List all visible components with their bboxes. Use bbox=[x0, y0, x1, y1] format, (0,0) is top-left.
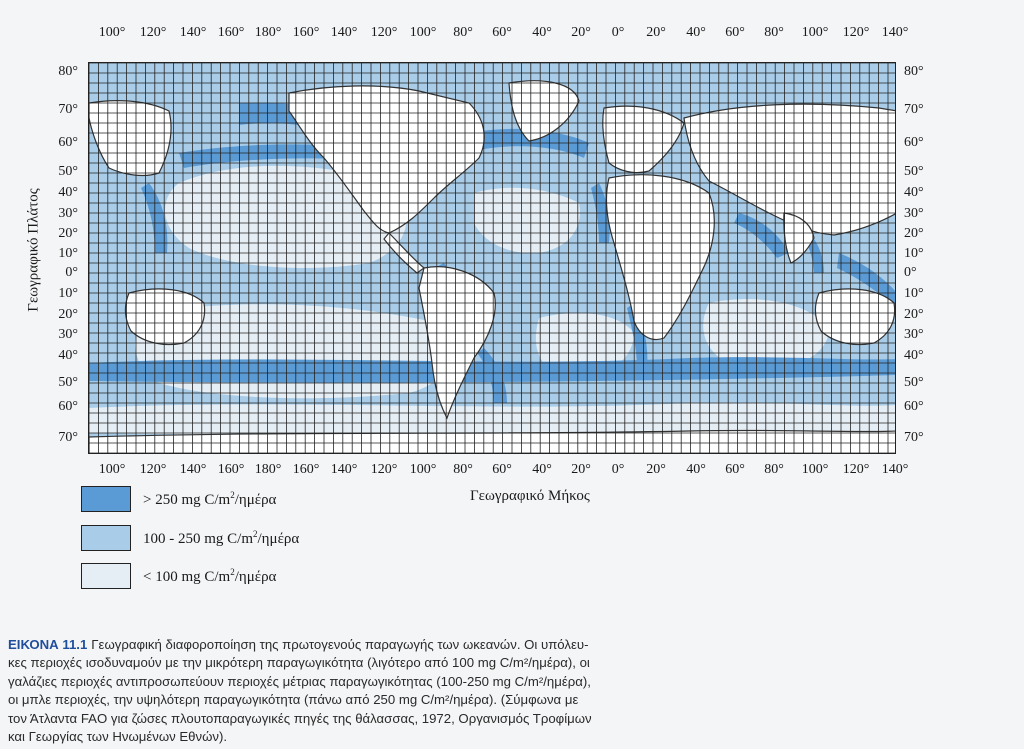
legend-swatch-high bbox=[81, 486, 131, 512]
latitude-label: 30° bbox=[904, 327, 924, 342]
longitude-label: 60° bbox=[492, 25, 512, 40]
longitude-label: 20° bbox=[571, 462, 591, 477]
legend-swatch-low bbox=[81, 563, 131, 589]
latitude-label: 50° bbox=[58, 164, 78, 179]
longitude-label: 100° bbox=[801, 25, 829, 40]
latitude-label: 20° bbox=[904, 226, 924, 241]
longitude-label: 20° bbox=[571, 25, 591, 40]
longitude-label: 100° bbox=[801, 462, 829, 477]
latitude-label: 40° bbox=[904, 185, 924, 200]
latitude-label: 40° bbox=[58, 185, 78, 200]
longitude-label: 160° bbox=[217, 25, 245, 40]
longitude-label: 80° bbox=[764, 25, 784, 40]
latitude-label: 10° bbox=[58, 286, 78, 301]
caption-line-5: τον Άτλαντα FAO για ζώσες πλουτοπαραγωγικές πηγές της θάλασσας, 1972, Οργανισμός Τροφίμων bbox=[8, 710, 592, 726]
longitude-label: 80° bbox=[764, 462, 784, 477]
latitude-label: 40° bbox=[58, 348, 78, 363]
latitude-label: 0° bbox=[904, 265, 917, 280]
longitude-label: 100° bbox=[409, 462, 437, 477]
latitude-label: 80° bbox=[58, 64, 78, 79]
latitude-label: 70° bbox=[904, 430, 924, 445]
latitude-label: 40° bbox=[904, 348, 924, 363]
longitude-label: 100° bbox=[409, 25, 437, 40]
longitude-label: 0° bbox=[611, 462, 625, 477]
longitude-label: 20° bbox=[646, 462, 666, 477]
latitude-label: 60° bbox=[58, 135, 78, 150]
longitude-label: 40° bbox=[686, 462, 706, 477]
figure-label: ΕΙΚΟΝΑ 11.1 bbox=[8, 637, 88, 652]
australia bbox=[815, 289, 894, 345]
latitude-label: 20° bbox=[904, 307, 924, 322]
latitude-label: 70° bbox=[58, 102, 78, 117]
latitude-label: 70° bbox=[58, 430, 78, 445]
longitude-label: 140° bbox=[881, 25, 909, 40]
longitude-label: 120° bbox=[370, 462, 398, 477]
figure-caption bbox=[8, 636, 758, 746]
latitude-label: 70° bbox=[904, 102, 924, 117]
latitude-label: 20° bbox=[58, 226, 78, 241]
longitude-label: 80° bbox=[453, 25, 473, 40]
legend-label-low: < 100 mg $C/m^2$/ημέρα bbox=[143, 567, 277, 585]
latitude-label: 30° bbox=[58, 327, 78, 342]
map-svg bbox=[89, 63, 896, 454]
latitude-label: 10° bbox=[904, 286, 924, 301]
longitude-label: 140° bbox=[330, 462, 358, 477]
longitude-label: 120° bbox=[842, 462, 870, 477]
longitude-label: 100° bbox=[98, 462, 126, 477]
legend-label-high: > 250 mg $C/m^2$/ημέρα bbox=[143, 490, 277, 508]
longitude-label: 160° bbox=[217, 462, 245, 477]
longitude-label: 180° bbox=[254, 462, 282, 477]
caption-line-6: και Γεωργίας των Ηνωμένων Εθνών). bbox=[8, 729, 228, 745]
longitude-label: 0° bbox=[611, 25, 625, 40]
latitude-label: 20° bbox=[58, 307, 78, 322]
longitude-label: 120° bbox=[842, 25, 870, 40]
longitude-label: 60° bbox=[725, 462, 745, 477]
longitude-label: 120° bbox=[139, 462, 167, 477]
longitude-label: 140° bbox=[881, 462, 909, 477]
legend-label-medium: 100 - 250 mg $C/m^2$/ημέρα bbox=[143, 529, 300, 547]
legend-swatch-medium bbox=[81, 525, 131, 551]
latitude-label: 10° bbox=[58, 246, 78, 261]
longitude-axis-label: Γεωγραφικό Μήκος bbox=[470, 488, 590, 504]
longitude-label: 40° bbox=[532, 25, 552, 40]
longitude-label: 140° bbox=[179, 462, 207, 477]
world-map bbox=[88, 62, 896, 454]
longitude-label: 140° bbox=[330, 25, 358, 40]
latitude-label: 50° bbox=[904, 164, 924, 179]
longitude-label: 160° bbox=[292, 25, 320, 40]
latitude-axis-label: Γεωγραφικό Πλάτος bbox=[25, 188, 42, 312]
longitude-label: 120° bbox=[139, 25, 167, 40]
latitude-label: 50° bbox=[904, 375, 924, 390]
longitude-label: 40° bbox=[686, 25, 706, 40]
longitude-label: 60° bbox=[492, 462, 512, 477]
latitude-label: 30° bbox=[904, 206, 924, 221]
caption-line-3: γαλάζιες περιοχές αντιπροσωπεύουν περιοχές μέτριας παραγωγικότητας (100-250 mg C/m²/ημέρα), bbox=[8, 673, 591, 689]
latitude-label: 80° bbox=[904, 64, 924, 79]
caption-line-1: ΕΙΚΟΝΑ 11.1 Γεωγραφική διαφοροποίηση της πρωτογενούς παραγωγής των ωκεανών. Οι υπόλευ- bbox=[8, 637, 589, 652]
longitude-label: 160° bbox=[292, 462, 320, 477]
latitude-label: 60° bbox=[904, 135, 924, 150]
longitude-label: 80° bbox=[453, 462, 473, 477]
longitude-label: 100° bbox=[98, 25, 126, 40]
longitude-label: 140° bbox=[179, 25, 207, 40]
longitude-label: 20° bbox=[646, 25, 666, 40]
latitude-label: 60° bbox=[58, 399, 78, 414]
latitude-label: 10° bbox=[904, 246, 924, 261]
caption-line-2: κες περιοχές ισοδυναμούν με την μικρότερη παραγωγικότητα (λιγότερο από 100 mg C/m²/ημέρα), οι bbox=[8, 655, 590, 671]
latitude-label: 50° bbox=[58, 375, 78, 390]
latitude-label: 60° bbox=[904, 399, 924, 414]
longitude-label: 40° bbox=[532, 462, 552, 477]
longitude-label: 180° bbox=[254, 25, 282, 40]
latitude-label: 0° bbox=[65, 265, 78, 280]
longitude-label: 120° bbox=[370, 25, 398, 40]
caption-line-4: οι μπλε περιοχές, την υψηλότερη παραγωγικότητα (πάνω από 250 mg C/m²/ημέρα). (Σύμφωνα με bbox=[8, 692, 579, 708]
latitude-label: 30° bbox=[58, 206, 78, 221]
longitude-label: 60° bbox=[725, 25, 745, 40]
